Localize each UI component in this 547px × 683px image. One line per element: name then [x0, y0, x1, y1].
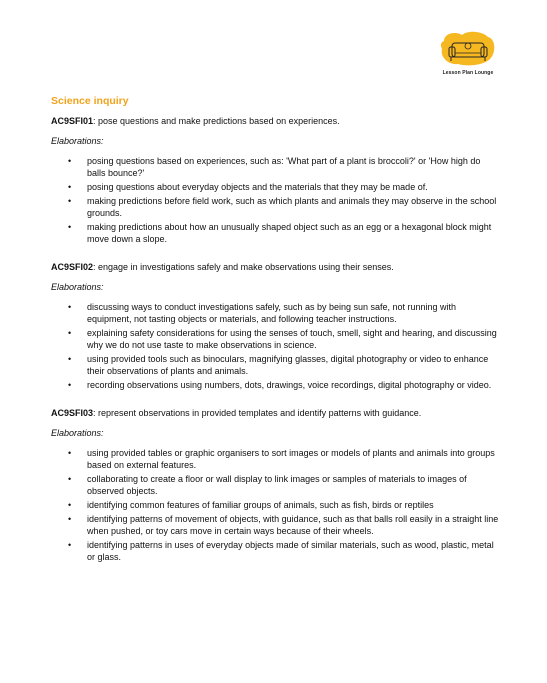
standard-text: : engage in investigations safely and make observations using their senses.	[93, 262, 394, 272]
elaborations-list	[51, 301, 501, 391]
bullet-icon: •	[68, 222, 72, 232]
standard-code: AC9SFI03	[51, 408, 94, 418]
bullet-icon: •	[68, 448, 72, 458]
standard-statement	[51, 407, 501, 419]
list-item	[51, 539, 501, 563]
list-item-text: discussing ways to conduct investigations safely, such as by being sun safe, not running with equipment, not tasting objects or materials, and following teacher instructions.	[87, 302, 457, 324]
document-content	[51, 95, 501, 579]
list-item	[51, 353, 501, 377]
bullet-icon: •	[68, 156, 72, 166]
list-item-text: making predictions before field work, such as which plants and animals they may observe in the school grounds.	[87, 196, 497, 218]
standard-text: : pose questions and make predictions based on experiences.	[93, 116, 340, 126]
list-item-text: posing questions based on experiences, such as: 'What part of a plant is broccoli?' or 'How high do balls bounce?'	[87, 156, 481, 178]
list-item-text: recording observations using numbers, dots, drawings, voice recordings, digital photography or video.	[87, 380, 492, 390]
list-item-text: identifying patterns in uses of everyday objects made of similar materials, such as wood, plastic, metal or glass.	[87, 540, 494, 562]
bullet-icon: •	[68, 380, 72, 390]
list-item	[51, 499, 501, 511]
bullet-icon: •	[68, 328, 72, 338]
list-item	[51, 301, 501, 325]
elaborations-list	[51, 447, 501, 563]
list-item	[51, 195, 501, 219]
bullet-icon: •	[68, 196, 72, 206]
bullet-icon: •	[68, 302, 72, 312]
standard-statement	[51, 115, 501, 127]
standard-block	[51, 407, 501, 563]
list-item	[51, 447, 501, 471]
list-item	[51, 473, 501, 497]
elaborations-label: Elaborations:	[51, 282, 104, 292]
list-item	[51, 327, 501, 351]
bullet-icon: •	[68, 514, 72, 524]
standard-block	[51, 115, 501, 245]
list-item-text: explaining safety considerations for using the senses of touch, smell, sight and hearing, and discussing why we do not use taste to make observations in science.	[87, 328, 497, 350]
elaborations-label: Elaborations:	[51, 136, 104, 146]
list-item-text: posing questions about everyday objects and the materials that they may be made of.	[87, 182, 428, 192]
elaborations-label: Elaborations:	[51, 428, 104, 438]
standard-code: AC9SFI01	[51, 116, 94, 126]
list-item-text: identifying common features of familiar groups of animals, such as fish, birds or reptiles	[87, 500, 434, 510]
list-item-text: making predictions about how an unusually shaped object such as an egg or a hexagonal block might move down a slope.	[87, 222, 492, 244]
bullet-icon: •	[68, 500, 72, 510]
standard-statement	[51, 261, 501, 273]
standards-list	[51, 115, 501, 563]
list-item	[51, 155, 501, 179]
bullet-icon: •	[68, 474, 72, 484]
standard-code: AC9SFI02	[51, 262, 94, 272]
list-item-text: identifying patterns of movement of objects, with guidance, such as that balls roll easily in a straight line when pushed, or toy cars move in certain ways because of their wheels.	[87, 514, 499, 536]
section-title: Science inquiry	[51, 95, 129, 107]
bullet-icon: •	[68, 540, 72, 550]
list-item-text: using provided tables or graphic organisers to sort images or models of plants and animals into groups based on external features.	[87, 448, 495, 470]
elaborations-list	[51, 155, 501, 245]
list-item	[51, 379, 501, 391]
couch-logo-icon	[438, 31, 498, 69]
bullet-icon: •	[68, 182, 72, 192]
list-item	[51, 513, 501, 537]
list-item	[51, 181, 501, 193]
brand-name: Lesson Plan Lounge	[442, 70, 494, 76]
brand-logo	[438, 31, 498, 77]
list-item-text: using provided tools such as binoculars, magnifying glasses, digital photography or video to enhance their observations of plants and animals.	[87, 354, 489, 376]
list-item-text: collaborating to create a floor or wall display to link images or samples of materials to images of observed objects.	[87, 474, 467, 496]
standard-block	[51, 261, 501, 391]
list-item	[51, 221, 501, 245]
standard-text: : represent observations in provided templates and identify patterns with guidance.	[93, 408, 422, 418]
bullet-icon: •	[68, 354, 72, 364]
